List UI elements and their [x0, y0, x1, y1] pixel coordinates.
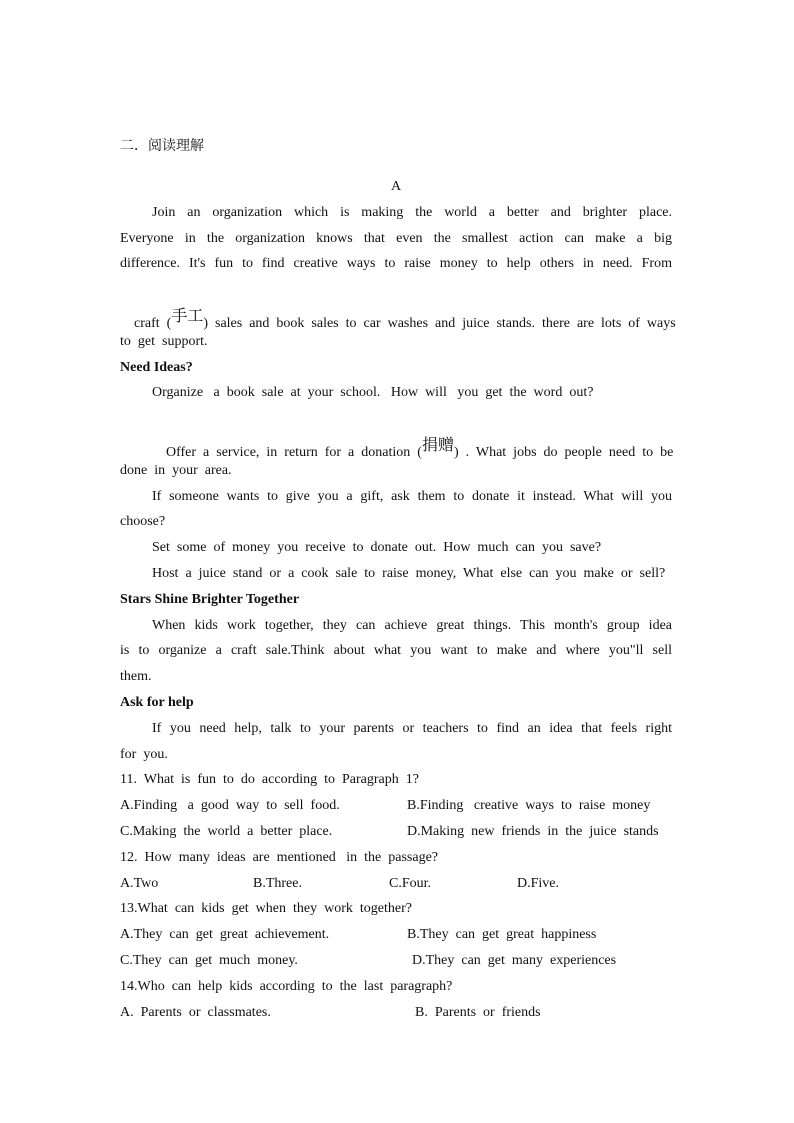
- question-11-option-d: D.Making new friends in the juice stands: [407, 824, 659, 839]
- paragraph1-line3: difference. It's fun to find creative ways to raise money to help others in need. From: [120, 256, 672, 271]
- stars-line1: When kids work together, they can achieve great things. This month's group idea: [152, 618, 672, 633]
- need-ideas-item5: Host a juice stand or a cook sale to raise money, What else can you make or sell?: [152, 566, 666, 581]
- paragraph1-line2: Everyone in the organization knows that even the smallest action can make a big: [120, 231, 672, 246]
- question-13-option-d: D.They can get many experiences: [412, 953, 617, 968]
- need-ideas-heading: Need Ideas?: [120, 360, 193, 375]
- question-12-option-c: C.Four.: [389, 876, 432, 891]
- stars-heading: Stars Shine Brighter Together: [120, 592, 300, 607]
- question-12-option-a: A.Two: [120, 876, 159, 891]
- need-ideas-item2-pre: Offer a service, in return for a donation (: [166, 445, 422, 460]
- question-14-stem: 14.Who can help kids according to the last paragraph?: [120, 979, 453, 994]
- ask-help-line2: for you.: [120, 747, 168, 762]
- question-13-option-a: A.They can get great achievement.: [120, 927, 330, 942]
- section-heading: 二．阅读理解: [120, 138, 204, 154]
- question-11-option-c: C.Making the world a better place.: [120, 824, 333, 839]
- need-ideas-item1: Organize a book sale at your school. How will you get the word out?: [152, 385, 594, 400]
- question-12-stem: 12. How many ideas are mentioned in the passage?: [120, 850, 439, 865]
- paragraph1-line4-cjk: 手工: [171, 306, 204, 325]
- need-ideas-item3-cont: choose?: [120, 514, 166, 529]
- question-14-option-b: B. Parents or friends: [415, 1005, 541, 1020]
- question-11-option-a: A.Finding a good way to sell food.: [120, 798, 340, 813]
- need-ideas-item2-post: ) . What jobs do people need to be: [453, 445, 674, 460]
- need-ideas-item2-cont: done in your area.: [120, 463, 232, 478]
- question-13-option-c: C.They can get much money.: [120, 953, 298, 968]
- need-ideas-item2-cjk: 捐赠: [421, 435, 454, 454]
- question-11-stem: 11. What is fun to do according to Paragraph 1?: [120, 772, 419, 787]
- paragraph1-line5: to get support.: [120, 334, 208, 349]
- question-13-option-b: B.They can get great happiness: [407, 927, 597, 942]
- question-14-option-a: A. Parents or classmates.: [120, 1005, 271, 1020]
- stars-line2: is to organize a craft sale.Think about what you want to make and where you"ll sell: [120, 643, 672, 658]
- ask-help-line1: If you need help, talk to your parents or teachers to find an idea that feels right: [152, 721, 672, 736]
- question-13-stem: 13.What can kids get when they work together?: [120, 901, 412, 916]
- paragraph1-line4-pre: craft (: [134, 316, 172, 331]
- ask-help-heading: Ask for help: [120, 695, 194, 710]
- question-12-option-b: B.Three.: [253, 876, 302, 891]
- need-ideas-item3: If someone wants to give you a gift, ask them to donate it instead. What will you: [152, 489, 672, 504]
- paragraph1-line1: Join an organization which is making the world a better and brighter place.: [152, 205, 672, 220]
- need-ideas-item4: Set some of money you receive to donate out. How much can you save?: [152, 540, 602, 555]
- passage-letter: A: [391, 179, 402, 194]
- question-12-option-d: D.Five.: [517, 876, 559, 891]
- question-11-option-b: B.Finding creative ways to raise money: [407, 798, 651, 813]
- paragraph1-line4-post: ) sales and book sales to car washes and juice stands. there are lots of ways: [203, 316, 676, 331]
- stars-line3: them.: [120, 669, 152, 684]
